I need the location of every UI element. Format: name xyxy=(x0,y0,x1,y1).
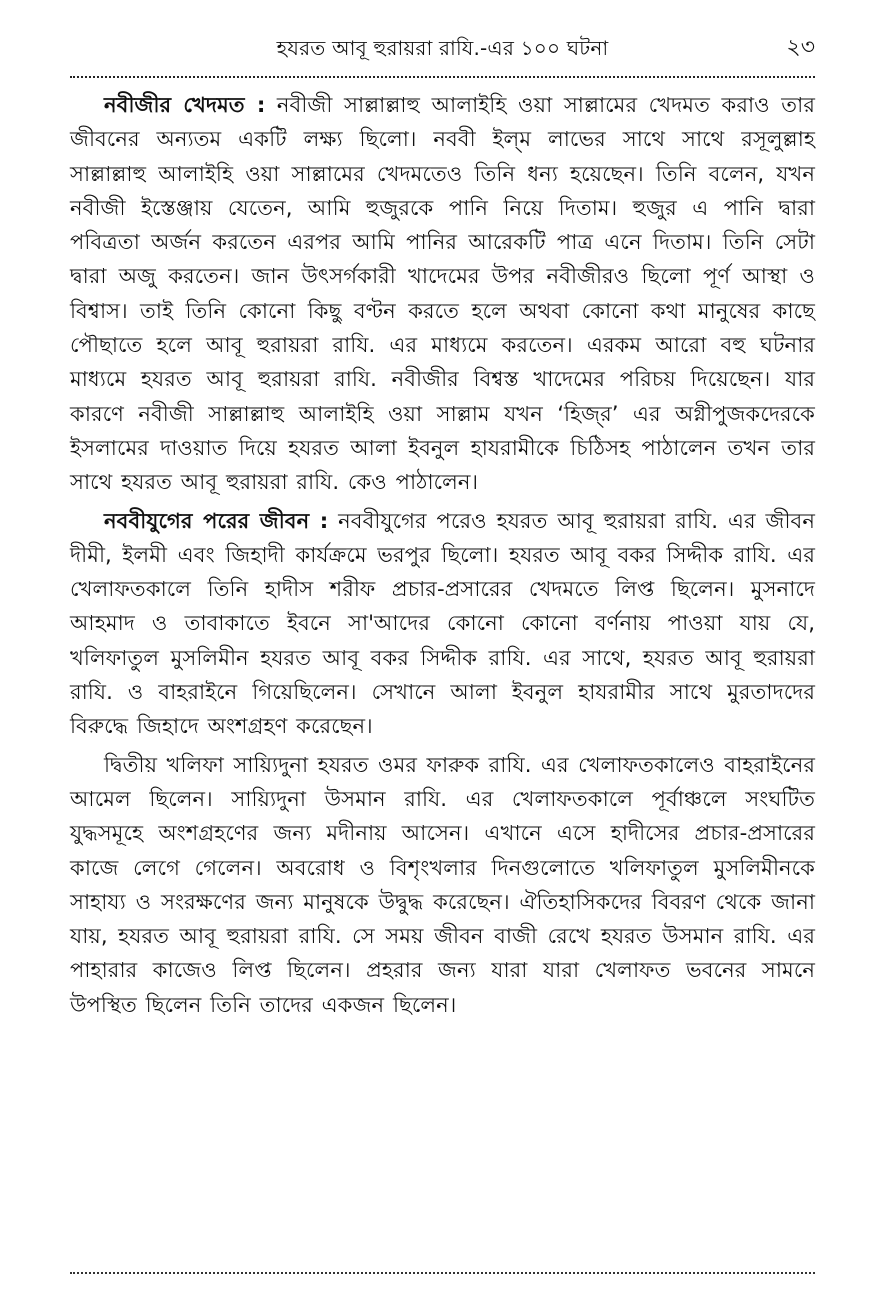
paragraph-second-caliph xyxy=(70,748,815,1022)
book-page xyxy=(0,22,870,1290)
paragraph-later-life xyxy=(70,504,815,744)
paragraph-body: নববীযুগের পরেও হযরত আবূ হুরায়রা রাযি. এর জীবন দীমী, ইলমী এবং জিহাদী কার্যক্রমে ভরপুর ছিলো। হযরত আবূ বকর সিদ্দীক রাযি. এর খেলাফতকালে তিনি হাদীস শরীফ প্রচার-প্রসারের খেদমতে লিপ্ত ছিলেন। মুসনাদে আহমাদ ও তাবাকাতে ইবনে সা'আদের কোনো কোনো বর্ণনায় পাওয়া যায় যে, খলিফাতুল মুসলিমীন হযরত আবূ বকর সিদ্দীক রাযি. এর সাথে, হযরত আবূ হুরায়রা রাযি. ও বাহরাইনে গিয়েছিলেন। সেখানে আলা ইবনুল হাযরামীর সাথে মুরতাদদের বিরুদ্ধে জিহাদে অংশগ্রহণ করেছেন। xyxy=(70,507,815,739)
paragraph-service xyxy=(70,88,815,500)
paragraph-body: দ্বিতীয় খলিফা সায়্যিদুনা হযরত ওমর ফারুক রাযি. এর খেলাফতকালেও বাহরাইনের আমেল ছিলেন। সায়্যিদুনা উসমান রাযি. এর খেলাফতকালে পূর্বাঞ্চলে সংঘটিত যুদ্ধসমূহে অংশগ্রহণের জন্য মদীনায় আসেন। এখানে এসে হাদীসের প্রচার-প্রসারের কাজে লেগে গেলেন। অবরোধ ও বিশৃংখলার দিনগুলোতে খলিফাতুল মুসলিমীনকে সাহায্য ও সংরক্ষণের জন্য মানুষকে উদ্বুদ্ধ করেছেন। ঐতিহাসিকদের বিবরণ থেকে জানা যায়, হযরত আবূ হুরায়রা রাযি. সে সময় জীবন বাজী রেখে হযরত উসমান রাযি. এর পাহারার কাজেও লিপ্ত ছিলেন। প্রহরার জন্য যারা যারা খেলাফত ভবনের সামনে উপস্থিত ছিলেন তিনি তাদের একজন ছিলেন। xyxy=(70,751,815,1017)
running-title: হযরত আবূ হুরায়রা রাযি.-এর ১০০ ঘটনা xyxy=(276,36,609,60)
page-header xyxy=(70,22,815,74)
page-number: ২৩ xyxy=(786,35,815,60)
paragraph-body: নবীজী সাল্লাল্লাহু আলাইহি ওয়া সাল্লামের খেদমত করাও তার জীবনের অন্যতম একটি লক্ষ্য ছিলো। নববী ইল্‌ম লাভের সাথে সাথে রসূলুল্লাহ সাল্লাল্লাহু আলাইহি ওয়া সাল্লামের খেদমতেও তিনি ধন্য হয়েছেন। তিনি বলেন, যখন নবীজী ইস্তেঞ্জায় যেতেন, আমি হুজুরকে পানি নিয়ে দিতাম। হুজুর এ পানি দ্বারা পবিত্রতা অর্জন করতেন এরপর আমি পানির আরেকটি পাত্র এনে দিতাম। তিনি সেটা দ্বারা অজু করতেন। জান উৎসর্গকারী খাদেমের উপর নবীজীরও ছিলো পূর্ণ আস্থা ও বিশ্বাস। তাই তিনি কোনো কিছু বণ্টন করতে হলে অথবা কোনো কথা মানুষের কাছে পৌছাতে হলে আবূ হুরায়রা রাযি. এর মাধ্যমে করতেন। এরকম আরো বহু ঘটনার মাধ্যমে হযরত আবূ হুরায়রা রাযি. নবীজীর বিশ্বস্ত খাদেমের পরিচয় দিয়েছেন। যার কারণে নবীজী সাল্লাল্লাহু আলাইহি ওয়া সাল্লাম যখন ‘হিজ্‌র’ এর অগ্নীপুজকদেরকে ইসলামের দাওয়াত দিয়ে হযরত আলা ইবনুল হাযরামীকে চিঠিসহ পাঠালেন তখন তার সাথে হযরত আবূ হুরায়রা রাযি. কেও পাঠালেন। xyxy=(70,92,815,495)
paragraph-heading: নবীজীর খেদমত : xyxy=(104,92,266,117)
footer-divider xyxy=(70,1272,815,1274)
header-divider xyxy=(70,76,815,78)
paragraph-heading: নববীযুগের পরের জীবন : xyxy=(104,507,329,533)
